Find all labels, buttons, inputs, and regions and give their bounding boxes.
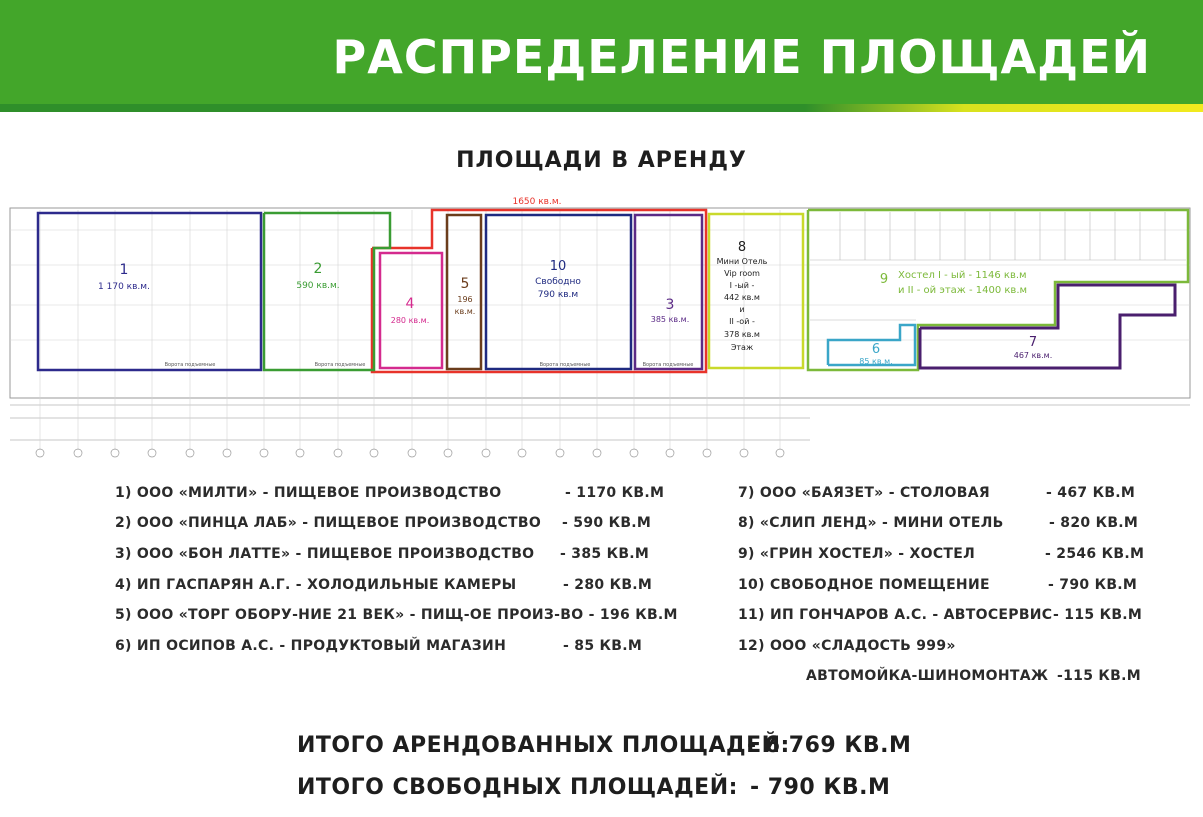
- list-item-value: - 790 КВ.М: [1048, 577, 1138, 593]
- list-item: 3) ООО «БОН ЛАТТЕ» - ПИЩЕВОЕ ПРОИЗВОДСТВО: [115, 546, 535, 562]
- list-item: 5) ООО «ТОРГ ОБОРУ-НИЕ 21 ВЕК» - ПИЩ-ОЕ ПРОИЗ-ВО - 196 КВ.М: [115, 607, 678, 623]
- total-free-value: - 790 КВ.М: [750, 775, 891, 800]
- list-item-value: -115 КВ.М: [1057, 668, 1141, 684]
- unit-1-area: 1 170 кв.м.: [98, 282, 150, 292]
- unit-8-line: Этаж: [730, 343, 754, 352]
- floor-plan: [0, 190, 1203, 460]
- list-item: 4) ИП ГАСПАРЯН А.Г. - ХОЛОДИЛЬНЫЕ КАМЕРЫ: [115, 577, 517, 593]
- gate-label: Ворота подъемные: [539, 362, 591, 368]
- list-item: 11) ИП ГОНЧАРОВ А.С. - АВТОСЕРВИС: [738, 607, 1053, 623]
- unit-2-area: 590 кв.м.: [296, 281, 340, 291]
- unit-9-number: 9: [879, 272, 889, 287]
- gate-label: Ворота подъемные: [314, 362, 366, 368]
- unit-5-area-value: 196: [457, 295, 473, 304]
- unit-4-area: 280 кв.м.: [390, 316, 430, 325]
- unit-8-line: Мини Отель: [716, 257, 768, 266]
- unit-8-line: 378 кв.м: [724, 330, 760, 339]
- gate-label: Ворота подъемные: [164, 362, 216, 368]
- total-rented-value: - 6 769 КВ.М: [747, 733, 912, 758]
- unit-8-line: II -ой -: [729, 317, 755, 326]
- list-item: 6) ИП ОСИПОВ А.С. - ПРОДУКТОВЫЙ МАГАЗИН: [115, 638, 507, 654]
- list-item: 8) «СЛИП ЛЕНД» - МИНИ ОТЕЛЬ: [738, 515, 1004, 531]
- unit-5-area-unit: кв.м.: [454, 307, 476, 316]
- list-item: 2) ООО «ПИНЦА ЛАБ» - ПИЩЕВОЕ ПРОИЗВОДСТВО: [115, 515, 542, 531]
- unit-8-line: Vip room: [724, 269, 760, 278]
- unit-7-area: 467 кв.м.: [1013, 351, 1053, 360]
- unit-4-number: 4: [405, 296, 415, 312]
- unit-8-outline: [709, 214, 803, 368]
- list-item-value: - 467 КВ.М: [1046, 485, 1136, 501]
- unit-8-line: 442 кв.м: [724, 293, 760, 302]
- gate-label: Ворота подъемные: [642, 362, 694, 368]
- unit-2-number: 2: [313, 261, 323, 277]
- list-item: 12) ООО «СЛАДОСТЬ 999»: [738, 638, 956, 654]
- list-item-value: - 1170 КВ.М: [565, 485, 665, 501]
- list-item-value: - 115 КВ.М: [1053, 607, 1143, 623]
- list-item-value: - 590 КВ.М: [562, 515, 652, 531]
- unit-10-status: Свободно: [535, 277, 581, 287]
- total-area-label: 1650 кв.м.: [512, 197, 562, 207]
- unit-8-number: 8: [737, 240, 747, 255]
- unit-10-area: 790 кв.м: [537, 290, 579, 300]
- unit-7-number: 7: [1028, 335, 1038, 350]
- unit-8-line: и: [739, 305, 745, 314]
- total-rented-label: ИТОГО АРЕНДОВАННЫХ ПЛОЩАДЕЙ:: [297, 733, 790, 758]
- unit-6-area: 85 кв.м.: [859, 357, 893, 366]
- unit-10-number: 10: [549, 259, 567, 274]
- list-item: 9) «ГРИН ХОСТЕЛ» - ХОСТЕЛ: [738, 546, 976, 562]
- unit-9-line-2: и II - ой этаж - 1400 кв.м: [898, 285, 1028, 296]
- list-item: АВТОМОЙКА-ШИНОМОНТАЖ: [806, 668, 1049, 684]
- unit-5-number: 5: [460, 276, 470, 292]
- list-item-value: - 385 КВ.М: [560, 546, 650, 562]
- hostel-rooms: [810, 212, 1186, 320]
- header-stripe-gradient: [805, 104, 1203, 112]
- page-title: РАСПРЕДЕЛЕНИЕ ПЛОЩАДЕЙ: [332, 30, 1151, 84]
- grid-lines: [10, 210, 1190, 450]
- list-item-value: - 280 КВ.М: [563, 577, 653, 593]
- total-free-label: ИТОГО СВОБОДНЫХ ПЛОЩАДЕЙ:: [297, 775, 738, 800]
- unit-5-outline: [447, 215, 481, 369]
- header-banner: [0, 0, 1203, 104]
- unit-3-outline: [635, 215, 702, 369]
- unit-3-area: 385 кв.м.: [650, 315, 690, 324]
- axis-markers: [36, 449, 784, 457]
- list-item-value: - 820 КВ.М: [1049, 515, 1139, 531]
- list-item-value: - 85 КВ.М: [563, 638, 643, 654]
- unit-6-number: 6: [871, 342, 881, 357]
- header-stripe: [0, 104, 805, 112]
- unit-3-number: 3: [665, 297, 675, 313]
- unit-1-number: 1: [119, 262, 129, 278]
- list-item: 10) СВОБОДНОЕ ПОМЕЩЕНИЕ: [738, 577, 990, 593]
- list-item: 7) ООО «БАЯЗЕТ» - СТОЛОВАЯ: [738, 485, 990, 501]
- unit-9-line-1: Хостел I - ый - 1146 кв.м: [898, 270, 1027, 281]
- section-subtitle: ПЛОЩАДИ В АРЕНДУ: [456, 148, 747, 173]
- list-item: 1) ООО «МИЛТИ» - ПИЩЕВОЕ ПРОИЗВОДСТВО: [115, 485, 502, 501]
- unit-8-line: I -ый -: [729, 281, 755, 290]
- list-item-value: - 2546 КВ.М: [1045, 546, 1145, 562]
